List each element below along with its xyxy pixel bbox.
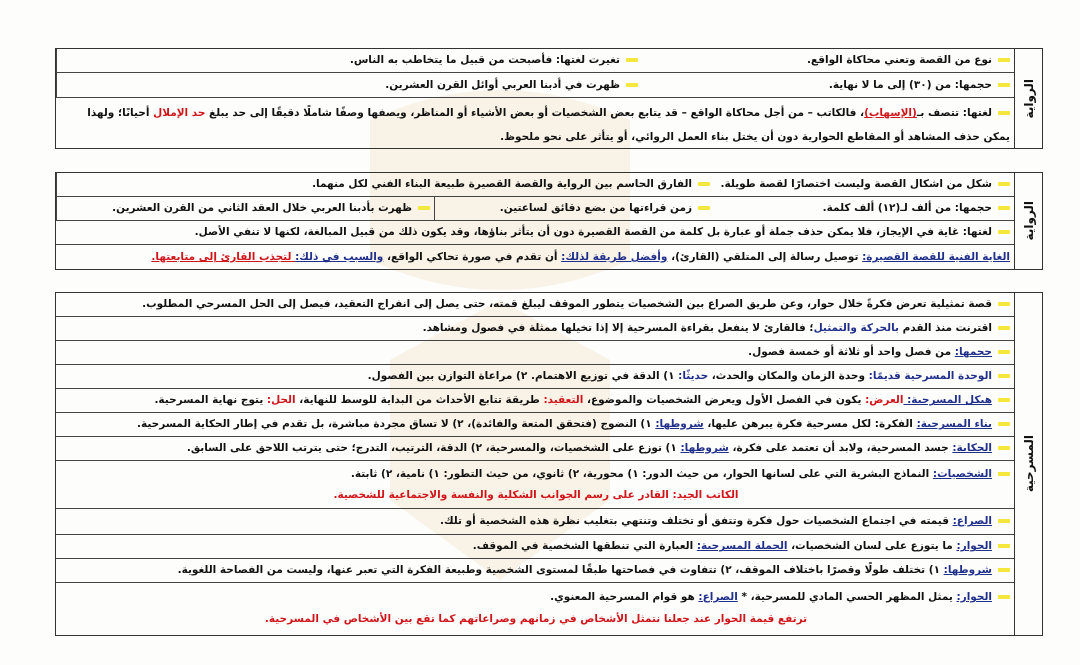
- novel-appearance: ظهرت في أدبنا العربي أوائل القرن العشرين.: [56, 73, 642, 97]
- highlight-marker-icon: [998, 83, 1010, 87]
- novel-section-2-label: الرواية: [1014, 173, 1042, 269]
- highlight-marker-icon: [998, 398, 1010, 402]
- novel-language-change: تغيرت لغتها: فأصبحت من قبيل ما يتخاطب به الناس.: [56, 49, 642, 72]
- highlight-marker-icon: [698, 182, 710, 186]
- table-row: [56, 317, 1014, 341]
- table-row: [56, 73, 1014, 98]
- table-row: [56, 173, 1014, 197]
- play-unity: الوحدة المسرحية قديمًا: وحدة الزمان والمكان والحدث، حديثًا: ١) الدقة في توزيع الاهتمام. ٢) مراعاة التوازن بين الفصول.: [56, 365, 1014, 388]
- table-row: [56, 583, 1014, 635]
- short-story-reading-time: زمن قراءتها من بضع دقائق لساعتين.: [434, 197, 714, 220]
- play-dialogue: الحوار: ما يتوزع على لسان الشخصيات، الجملة المسرحية: العبارة التي تنطقها الشخصية في الموقف.: [56, 535, 1014, 558]
- table-row: [56, 535, 1014, 559]
- highlight-marker-icon: [998, 302, 1010, 306]
- highlight-marker-icon: [418, 206, 430, 210]
- novel-section-2: [55, 172, 1043, 270]
- play-building: بناء المسرحية: الفكرة: لكل مسرحية فكرة يبرهن عليها، شروطها: ١) النضوج (فتحقق المتعة والفائدة)، ٢) لا تساق مجردة مباشرة، بل تقدم في إطار الحكاية المسرحية.: [56, 413, 1014, 436]
- highlight-marker-icon: [998, 58, 1010, 62]
- highlight-marker-icon: [998, 350, 1010, 354]
- highlight-marker-icon: [998, 544, 1010, 548]
- short-story-form: شكل من اشكال القصة وليست اختصارًا لقصة طويلة.: [714, 173, 1014, 196]
- short-story-language: لغتها: غاية في الإيجاز، فلا يمكن حذف جملة أو عبارة بل كلمة من القصة القصيرة دون أن يتأثر بناؤها، وقد يكون ذلك من قبيل المبالغة، لكنها لا تنفي الأصل.: [56, 221, 1014, 244]
- highlight-marker-icon: [998, 230, 1010, 234]
- play-conflict: الصراع: قيمته في اجتماع الشخصيات حول فكرة وتتفق أو تختلف وتنتهي بتغليب نظرة هذه الشخصية أو تلك.: [56, 509, 1014, 534]
- play-dialogue-value: الحوار: يمثل المظهر الحسي المادي للمسرحية، * الصراع: هو قوام المسرحية المعنوي. ترتفع قيمة الحوار عند جعلنا نتمثل الأشخاص في زمانهم وصراعاتهم كما تقع بين الأشخاص في المسرحية.: [56, 583, 1014, 635]
- table-row: [56, 461, 1014, 509]
- table-row: [56, 197, 1014, 221]
- highlight-marker-icon: [998, 422, 1010, 426]
- play-definition: قصة تمثيلية تعرض فكرةً خلال حوار، وعن طريق الصراع بين الشخصيات يتطور الموقف ليبلغ قمته، حتى يصل إلى انفراج التعقيد، فيصل إلى الحل المسرحي المطلوب.: [56, 293, 1014, 316]
- table-row: [56, 221, 1014, 245]
- highlight-marker-icon: [626, 58, 638, 62]
- short-story-difference: الفارق الحاسم بين الرواية والقصة القصيرة طبيعة البناء الفني لكل منهما.: [56, 173, 714, 196]
- highlight-marker-icon: [998, 374, 1010, 378]
- novel-language: لغتها: تتصف بـ(الإسهاب)، فالكاتب – من أجل محاكاة الواقع – قد يتابع بعض الشخصيات أو بعض الأشياء أو المناظر، ويصفها وصفًا شاملًا دقيقًا إلى حد يبلغ حد الإملال أحيانًا؛ ولهذا يمكن حذف المشاهد أو المقاطع الحوارية دون أن يختل بناء العمل الروائي، أو يتأثر على نحو ملحوظ.: [87, 107, 1010, 143]
- table-row: [56, 49, 1014, 73]
- table-row: [56, 437, 1014, 461]
- novel-section-1: [55, 48, 1043, 149]
- table-row: [56, 98, 1014, 148]
- play-structure: هيكل المسرحية: العرض: يكون في الفصل الأول ويعرض الشخصيات والموضوع، التعقيد: طريقة تتابع الأحداث من البداية للوسط للنهاية، الحل: يتوج نهاية المسرحية.: [56, 389, 1014, 412]
- table-row: [56, 293, 1014, 317]
- highlight-marker-icon: [998, 206, 1010, 210]
- play-size: حجمها: من فصل واحد أو ثلاثة أو خمسة فصول.: [56, 341, 1014, 364]
- highlight-marker-icon: [998, 182, 1010, 186]
- table-row: [56, 413, 1014, 437]
- play-story: الحكاية: جسد المسرحية، ولابد أن تعتمد على فكرة، شروطها: ١) توزع على الشخصيات، والمسرحية، ٢) الدقة، الترتيب، التدرج؛ حتى يترتب اللاحق على السابق.: [56, 437, 1014, 460]
- play-characters: الشخصيات: النماذج البشرية التي على لسانها الحوار، من حيث الدور: ١) محورية، ٢) ثانوي، من حيث التطور: ١) نامية، ٢) ثابتة. الكاتب الجيد: القادر على رسم الجوانب الشكلية والنفسة والاجتماعية للشخصية.: [56, 461, 1014, 508]
- novel-size: حجمها: من (٣٠) إلى ما لا نهاية.: [642, 73, 1014, 97]
- highlight-marker-icon: [998, 568, 1010, 572]
- highlight-marker-icon: [698, 206, 710, 210]
- table-row: [56, 341, 1014, 365]
- play-action: اقترنت منذ القدم بالحركة والتمثيل؛ فالقارئ لا ينفعل بقراءة المسرحية إلا إذا تخيلها ممثلة في فصول ومشاهد.: [56, 317, 1014, 340]
- table-row: [56, 559, 1014, 583]
- table-row: [56, 509, 1014, 535]
- table-row: [56, 245, 1014, 269]
- novel-section-1-label: الرواية: [1014, 49, 1042, 148]
- short-story-appearance: ظهرت بأدبنا العربي خلال العقد الثاني من القرن العشرين.: [56, 197, 434, 220]
- table-row: [56, 365, 1014, 389]
- short-story-purpose: الغاية الفنية للقصة القصيرة: توصيل رسالة إلى المتلقي (القارئ)، وأفضل طريقة لذلك: أن تقدم في صورة تحاكي الواقع، والسبب في ذلك: لتجذب القارئ إلى متابعتها.: [151, 250, 1010, 263]
- highlight-marker-icon: [626, 83, 638, 87]
- novel-definition: نوع من القصة وتعني محاكاة الواقع.: [642, 49, 1014, 72]
- highlight-marker-icon: [998, 446, 1010, 450]
- highlight-marker-icon: [998, 519, 1010, 523]
- play-section: [55, 292, 1043, 636]
- short-story-size: حجمها: من ألف لـ(١٢) ألف كلمة.: [714, 197, 1014, 220]
- highlight-marker-icon: [998, 595, 1010, 599]
- play-dialogue-conditions: شروطها: ١) تختلف طولًا وقصرًا باختلاف الموقف، ٢) تتفاوت في فصاحتها طبقًا لمستوى الشخصية وطبيعة الفكرة التي تعبر عنها، وليست من الفصاحة اللغوية.: [56, 559, 1014, 582]
- highlight-marker-icon: [998, 326, 1010, 330]
- highlight-marker-icon: [998, 472, 1010, 476]
- table-row: [56, 389, 1014, 413]
- highlight-marker-icon: [998, 111, 1010, 115]
- play-section-label: المسرحية: [1014, 293, 1042, 635]
